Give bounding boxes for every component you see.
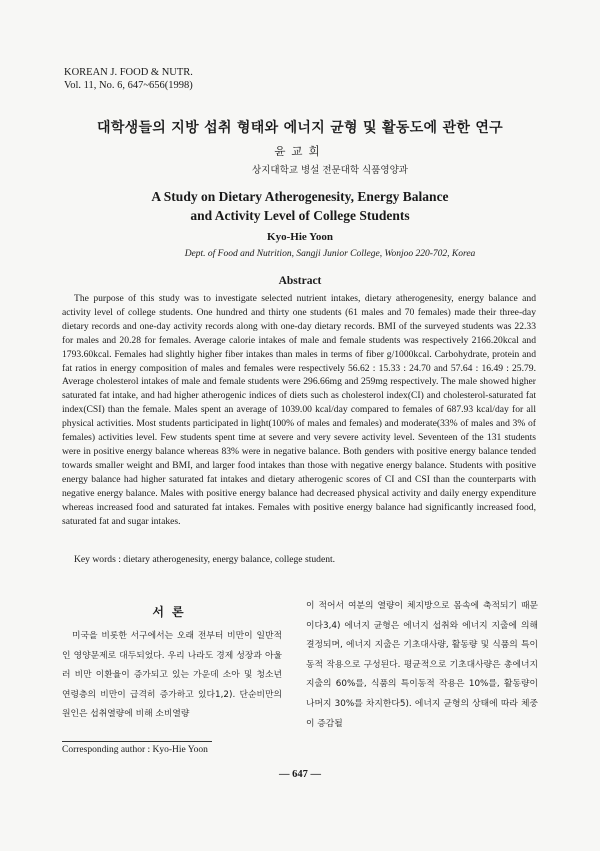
section-heading-introduction: 서론 [152, 605, 192, 619]
english-affiliation: Dept. of Food and Nutrition, Sangji Junior College, Wonjoo 220-702, Korea [184, 249, 476, 259]
footnote-divider [62, 741, 212, 742]
korean-author: 윤교희 [274, 144, 326, 158]
korean-title: 대학생들의 지방 섭취 형태와 에너지 균형 및 활동도에 관한 연구 [97, 120, 503, 136]
page-number: — 647 — [279, 769, 321, 780]
journal-name: KOREAN J. FOOD & NUTR. [64, 67, 193, 78]
abstract-text: The purpose of this study was to investigate selected nutrient intakes, dietary atherogenesity, energy balance and activity level of college students. One hundred and thirty one students (61 males and 70 females) made their three-day dietary records and one-day activity records along with one-day dietary records. BMI of the surveyed students was 22.33 for males and 20.28 for females. Average calorie intakes of male and female students was respectively 2166.20kcal and 1793.60kcal. Females had slightly higher fiber intakes than males in terms of fiber g/1000kcal. Carbohydrate, protein and fat ratios in energy composition of males and females were respectively 56.62 : 15.33 : 24.70 and 57.64 : 16.49 : 25.79. Average cholesterol intakes of male and female students were 296.66mg and 259mg respectively. The male showed higher saturated fat intake, and had higher atherogenic indices of diets such as cholesterol index(CI) and cholesterol-saturated fat index(CSI) than the female. Males spent an average of 1039.00 kcal/day compared to females of 687.93 kcal/day for all physical activities. Most students participated in light(100% of males and females) and moderate(33% of males and 3% of females) activities level. Few students spent time at severe and very severe activity level. Seventeen of the 131 students were in positive energy balance whereas 83% were in negative balance. Both genders with positive energy balance tended towards smaller weight and BMI, and larger food intakes than those with negative energy balance. Students with positive energy balance had higher saturated fat intakes and dietary atherogenic scores of CI and CSI than the counterparts with negative energy balance. Males with positive energy balance had decreased physical activity and daily energy expenditure whereas increased food and saturated fat intakes. Females with positive energy balance had significantly increased food, saturated fat and sugar intakes. [62, 293, 536, 527]
keywords: Key words : dietary atherogenesity, energy balance, college student. [74, 554, 336, 565]
korean-affiliation: 상지대학교 병설 전문대학 식품영양과 [252, 165, 408, 176]
english-title-line2: and Activity Level of College Students [190, 208, 410, 223]
journal-citation [64, 66, 193, 92]
journal-volume: Vol. 11, No. 6, 647~656(1998) [64, 80, 193, 91]
english-title [0, 187, 600, 225]
abstract-heading: Abstract [278, 275, 322, 287]
intro-left-column: 미국을 비롯한 서구에서는 오래 전부터 비만이 일반적인 영양문제로 대두되었다. 우리 나라도 경제 성장과 아울러 비만 이환율이 증가되고 있는 가운데 소아 및 청소년 연령층의 비만이 급격히 증가하고 있다1,2). 단순비만의 원인은 섭취열량에 비해 소비열량 [62, 631, 282, 720]
corresponding-author: Corresponding author : Kyo-Hie Yoon [62, 745, 208, 755]
english-title-line1: A Study on Dietary Atherogenesity, Energy Balance [151, 189, 449, 204]
english-author: Kyo-Hie Yoon [267, 231, 333, 243]
intro-right-column: 이 적어서 여분의 열량이 체지방으로 몸속에 축적되기 때문이다3,4) 에너지 균형은 에너지 섭취와 에너지 지출에 의해 결정되며, 에너지 지출은 기초대사량, 활동량 및 식품의 특이동적 작용으로 구성된다. 평균적으로 기초대사량은 총에너지 지출의 60%를, 식품의 특이동적 작용은 10%를, 활동량이 나머지 30%를 차지한다5). 에너지 균형의 상태에 따라 체중이 증감될 [306, 601, 538, 729]
